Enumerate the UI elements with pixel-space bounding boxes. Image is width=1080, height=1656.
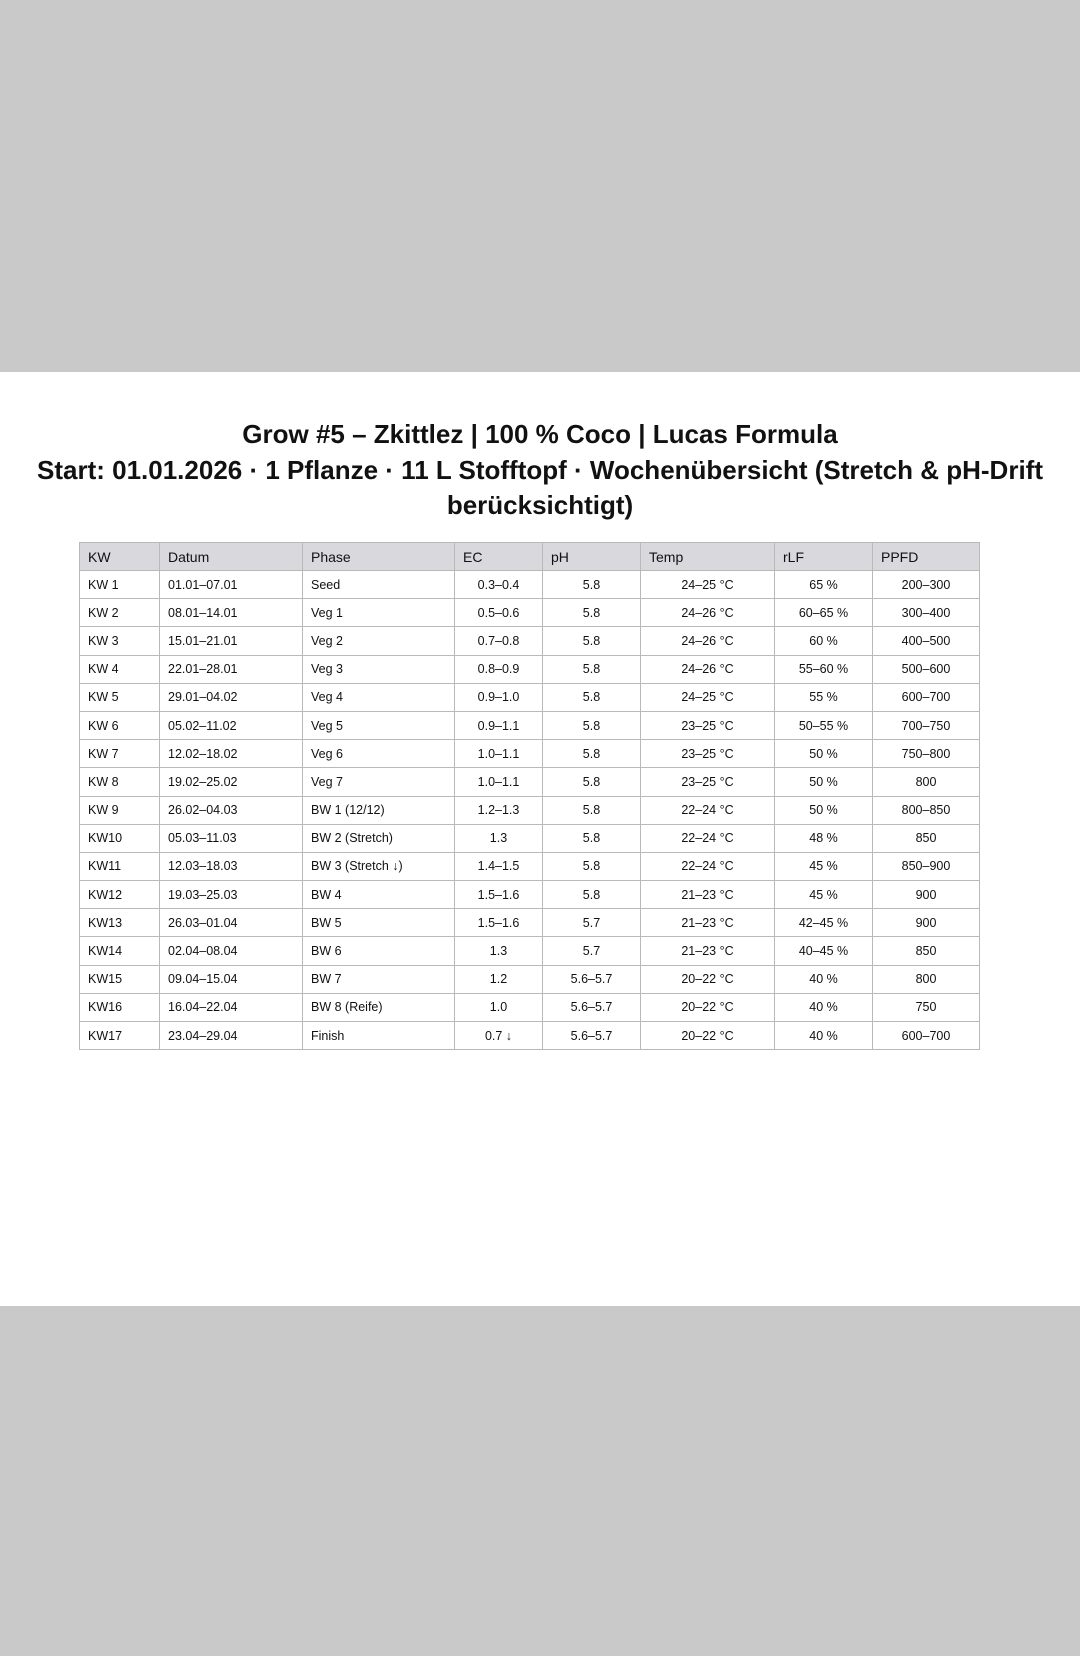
document-title: Grow #5 – Zkittlez | 100 % Coco | Lucas Formula bbox=[242, 419, 838, 449]
cell-temp: 24–25 °C bbox=[641, 571, 775, 599]
cell-datum: 19.02–25.02 bbox=[160, 768, 303, 796]
cell-ec: 1.5–1.6 bbox=[455, 909, 543, 937]
cell-rlf: 40 % bbox=[775, 993, 873, 1021]
cell-temp: 24–26 °C bbox=[641, 599, 775, 627]
cell-phase: Veg 7 bbox=[303, 768, 455, 796]
cell-ph: 5.8 bbox=[543, 627, 641, 655]
cell-phase: Veg 3 bbox=[303, 655, 455, 683]
cell-datum: 26.02–04.03 bbox=[160, 796, 303, 824]
cell-ec: 0.9–1.1 bbox=[455, 711, 543, 739]
cell-kw: KW 9 bbox=[80, 796, 160, 824]
cell-kw: KW 7 bbox=[80, 740, 160, 768]
table-header-row bbox=[80, 543, 980, 571]
cell-ec: 1.5–1.6 bbox=[455, 881, 543, 909]
cell-ph: 5.8 bbox=[543, 796, 641, 824]
cell-ec: 1.2–1.3 bbox=[455, 796, 543, 824]
cell-rlf: 60 % bbox=[775, 627, 873, 655]
cell-kw: KW 6 bbox=[80, 711, 160, 739]
cell-phase: BW 6 bbox=[303, 937, 455, 965]
cell-rlf: 48 % bbox=[775, 824, 873, 852]
cell-ph: 5.8 bbox=[543, 740, 641, 768]
cell-rlf: 40 % bbox=[775, 965, 873, 993]
cell-rlf: 55–60 % bbox=[775, 655, 873, 683]
cell-rlf: 50 % bbox=[775, 796, 873, 824]
cell-ppfd: 750–800 bbox=[873, 740, 980, 768]
cell-datum: 19.03–25.03 bbox=[160, 881, 303, 909]
column-header-ec: EC bbox=[455, 543, 543, 571]
table-body bbox=[80, 571, 980, 1050]
cell-datum: 29.01–04.02 bbox=[160, 683, 303, 711]
cell-ppfd: 850 bbox=[873, 937, 980, 965]
column-header-rlf: rLF bbox=[775, 543, 873, 571]
table-row bbox=[80, 937, 980, 965]
cell-kw: KW15 bbox=[80, 965, 160, 993]
cell-rlf: 55 % bbox=[775, 683, 873, 711]
cell-datum: 08.01–14.01 bbox=[160, 599, 303, 627]
cell-phase: BW 3 (Stretch ↓) bbox=[303, 852, 455, 880]
column-header-phase: Phase bbox=[303, 543, 455, 571]
table-row bbox=[80, 627, 980, 655]
cell-ph: 5.8 bbox=[543, 655, 641, 683]
cell-temp: 23–25 °C bbox=[641, 711, 775, 739]
cell-ph: 5.6–5.7 bbox=[543, 965, 641, 993]
cell-ppfd: 200–300 bbox=[873, 571, 980, 599]
cell-datum: 16.04–22.04 bbox=[160, 993, 303, 1021]
cell-kw: KW 2 bbox=[80, 599, 160, 627]
bottom-gray-band bbox=[0, 1306, 1080, 1656]
cell-ec: 0.9–1.0 bbox=[455, 683, 543, 711]
weekly-schedule-table bbox=[79, 542, 980, 1050]
column-header-datum: Datum bbox=[160, 543, 303, 571]
cell-phase: Seed bbox=[303, 571, 455, 599]
cell-ph: 5.8 bbox=[543, 599, 641, 627]
table-row bbox=[80, 993, 980, 1021]
cell-ph: 5.8 bbox=[543, 683, 641, 711]
cell-rlf: 42–45 % bbox=[775, 909, 873, 937]
table-row bbox=[80, 852, 980, 880]
cell-ppfd: 500–600 bbox=[873, 655, 980, 683]
cell-kw: KW10 bbox=[80, 824, 160, 852]
table-row bbox=[80, 740, 980, 768]
table-row bbox=[80, 711, 980, 739]
cell-datum: 12.03–18.03 bbox=[160, 852, 303, 880]
cell-ec: 0.5–0.6 bbox=[455, 599, 543, 627]
cell-ec: 1.3 bbox=[455, 937, 543, 965]
cell-ec: 0.3–0.4 bbox=[455, 571, 543, 599]
cell-phase: BW 1 (12/12) bbox=[303, 796, 455, 824]
cell-datum: 09.04–15.04 bbox=[160, 965, 303, 993]
column-header-ph: pH bbox=[543, 543, 641, 571]
table-row bbox=[80, 655, 980, 683]
cell-temp: 21–23 °C bbox=[641, 937, 775, 965]
cell-datum: 01.01–07.01 bbox=[160, 571, 303, 599]
cell-ph: 5.7 bbox=[543, 937, 641, 965]
cell-datum: 05.02–11.02 bbox=[160, 711, 303, 739]
cell-temp: 22–24 °C bbox=[641, 852, 775, 880]
cell-ph: 5.6–5.7 bbox=[543, 1022, 641, 1050]
cell-ppfd: 300–400 bbox=[873, 599, 980, 627]
cell-ppfd: 850 bbox=[873, 824, 980, 852]
cell-datum: 02.04–08.04 bbox=[160, 937, 303, 965]
cell-rlf: 45 % bbox=[775, 852, 873, 880]
table-row bbox=[80, 909, 980, 937]
cell-temp: 20–22 °C bbox=[641, 1022, 775, 1050]
cell-phase: BW 2 (Stretch) bbox=[303, 824, 455, 852]
cell-ec: 1.0–1.1 bbox=[455, 740, 543, 768]
cell-ppfd: 900 bbox=[873, 881, 980, 909]
column-header-kw: KW bbox=[80, 543, 160, 571]
cell-ppfd: 600–700 bbox=[873, 683, 980, 711]
cell-ec: 1.0 bbox=[455, 993, 543, 1021]
cell-ph: 5.8 bbox=[543, 824, 641, 852]
cell-kw: KW12 bbox=[80, 881, 160, 909]
cell-ppfd: 800 bbox=[873, 965, 980, 993]
cell-ec: 0.7 ↓ bbox=[455, 1022, 543, 1050]
cell-datum: 15.01–21.01 bbox=[160, 627, 303, 655]
cell-ppfd: 750 bbox=[873, 993, 980, 1021]
cell-ph: 5.6–5.7 bbox=[543, 993, 641, 1021]
cell-ppfd: 600–700 bbox=[873, 1022, 980, 1050]
cell-ppfd: 850–900 bbox=[873, 852, 980, 880]
cell-kw: KW17 bbox=[80, 1022, 160, 1050]
cell-phase: Veg 1 bbox=[303, 599, 455, 627]
cell-ph: 5.8 bbox=[543, 768, 641, 796]
table-row bbox=[80, 1022, 980, 1050]
cell-phase: BW 4 bbox=[303, 881, 455, 909]
cell-ppfd: 900 bbox=[873, 909, 980, 937]
cell-rlf: 40 % bbox=[775, 1022, 873, 1050]
cell-ec: 1.2 bbox=[455, 965, 543, 993]
cell-temp: 24–26 °C bbox=[641, 655, 775, 683]
cell-kw: KW13 bbox=[80, 909, 160, 937]
cell-kw: KW 1 bbox=[80, 571, 160, 599]
cell-kw: KW 4 bbox=[80, 655, 160, 683]
cell-datum: 23.04–29.04 bbox=[160, 1022, 303, 1050]
cell-temp: 21–23 °C bbox=[641, 881, 775, 909]
cell-datum: 22.01–28.01 bbox=[160, 655, 303, 683]
cell-ec: 0.7–0.8 bbox=[455, 627, 543, 655]
cell-phase: BW 7 bbox=[303, 965, 455, 993]
cell-ec: 1.0–1.1 bbox=[455, 768, 543, 796]
cell-rlf: 40–45 % bbox=[775, 937, 873, 965]
cell-phase: Finish bbox=[303, 1022, 455, 1050]
cell-temp: 22–24 °C bbox=[641, 796, 775, 824]
cell-rlf: 50–55 % bbox=[775, 711, 873, 739]
table-row bbox=[80, 881, 980, 909]
cell-ph: 5.8 bbox=[543, 711, 641, 739]
cell-temp: 20–22 °C bbox=[641, 993, 775, 1021]
cell-ppfd: 400–500 bbox=[873, 627, 980, 655]
cell-rlf: 60–65 % bbox=[775, 599, 873, 627]
cell-kw: KW11 bbox=[80, 852, 160, 880]
cell-ppfd: 700–750 bbox=[873, 711, 980, 739]
cell-kw: KW 8 bbox=[80, 768, 160, 796]
table-row bbox=[80, 571, 980, 599]
cell-ec: 0.8–0.9 bbox=[455, 655, 543, 683]
cell-rlf: 50 % bbox=[775, 768, 873, 796]
cell-datum: 26.03–01.04 bbox=[160, 909, 303, 937]
cell-temp: 22–24 °C bbox=[641, 824, 775, 852]
cell-ppfd: 800–850 bbox=[873, 796, 980, 824]
cell-temp: 24–26 °C bbox=[641, 627, 775, 655]
cell-ppfd: 800 bbox=[873, 768, 980, 796]
document-page bbox=[0, 372, 1080, 1306]
cell-temp: 20–22 °C bbox=[641, 965, 775, 993]
document-subtitle: Start: 01.01.2026 · 1 Pflanze · 11 L Stofftopf · Wochenübersicht (Stretch & pH-Drift berücksichtigt) bbox=[37, 455, 1043, 520]
table-row bbox=[80, 965, 980, 993]
cell-rlf: 65 % bbox=[775, 571, 873, 599]
cell-ph: 5.8 bbox=[543, 881, 641, 909]
column-header-ppfd: PPFD bbox=[873, 543, 980, 571]
table-row bbox=[80, 796, 980, 824]
cell-ph: 5.7 bbox=[543, 909, 641, 937]
cell-temp: 23–25 °C bbox=[641, 768, 775, 796]
table-row bbox=[80, 599, 980, 627]
cell-datum: 12.02–18.02 bbox=[160, 740, 303, 768]
cell-temp: 24–25 °C bbox=[641, 683, 775, 711]
cell-kw: KW 3 bbox=[80, 627, 160, 655]
column-header-temp: Temp bbox=[641, 543, 775, 571]
cell-ec: 1.3 bbox=[455, 824, 543, 852]
cell-ec: 1.4–1.5 bbox=[455, 852, 543, 880]
cell-kw: KW16 bbox=[80, 993, 160, 1021]
cell-temp: 21–23 °C bbox=[641, 909, 775, 937]
table-row bbox=[80, 824, 980, 852]
cell-ph: 5.8 bbox=[543, 571, 641, 599]
cell-temp: 23–25 °C bbox=[641, 740, 775, 768]
cell-phase: Veg 2 bbox=[303, 627, 455, 655]
cell-phase: BW 8 (Reife) bbox=[303, 993, 455, 1021]
cell-rlf: 50 % bbox=[775, 740, 873, 768]
cell-phase: Veg 6 bbox=[303, 740, 455, 768]
cell-datum: 05.03–11.03 bbox=[160, 824, 303, 852]
cell-ph: 5.8 bbox=[543, 852, 641, 880]
top-gray-band bbox=[0, 0, 1080, 372]
table-row bbox=[80, 683, 980, 711]
cell-rlf: 45 % bbox=[775, 881, 873, 909]
cell-phase: Veg 4 bbox=[303, 683, 455, 711]
cell-kw: KW14 bbox=[80, 937, 160, 965]
cell-kw: KW 5 bbox=[80, 683, 160, 711]
cell-phase: BW 5 bbox=[303, 909, 455, 937]
table-row bbox=[80, 768, 980, 796]
cell-phase: Veg 5 bbox=[303, 711, 455, 739]
